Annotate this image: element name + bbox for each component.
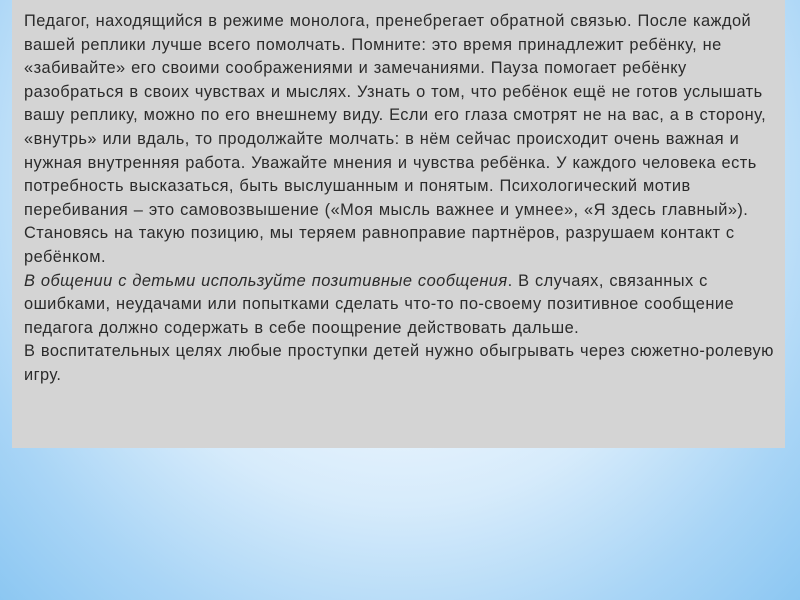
slide-text-body bbox=[24, 10, 776, 388]
positive-messages-heading: В общении с детьми используйте позитивные сообщения bbox=[24, 271, 508, 290]
positive-messages-text: . В случаях, связанных с ошибками, неудачами или попытками сделать что-то по-своему позитивное сообщение педагога должно содержать в себе поощрение действовать дальше. bbox=[24, 271, 735, 337]
paragraph-positive-messages bbox=[24, 270, 776, 341]
paragraph-role-play: В воспитательных целях любые проступки детей нужно обыгрывать через сюжетно-ролевую игру. bbox=[24, 342, 774, 384]
paragraph-monologue: Педагог, находящийся в режиме монолога, пренебрегает обратной связью. После каждой вашей реплики лучше всего помолчать. Помните: это время принадлежит ребёнку, не «забивайте» его своими соображениями и замечаниями. Пауза помогает ребёнку разобраться в своих чувствах и мыслях. Узнать о том, что ребёнок ещё не готов услышать вашу реплику, можно по его внешнему виду. Если его глаза смотрят не на вас, а в сторону, «внутрь» или вдаль, то продолжайте молчать: в нём сейчас происходит очень важная и нужная внутренняя работа. Уважайте мнения и чувства ребёнка. У каждого человека есть потребность высказаться, быть выслушанным и понятым. Психологический мотив перебивания – это самовозвышение («Моя мысль важнее и умнее», «Я здесь главный»). Становясь на такую позицию, мы теряем равноправие партнёров, разрушаем контакт с ребёнком. bbox=[24, 12, 767, 266]
